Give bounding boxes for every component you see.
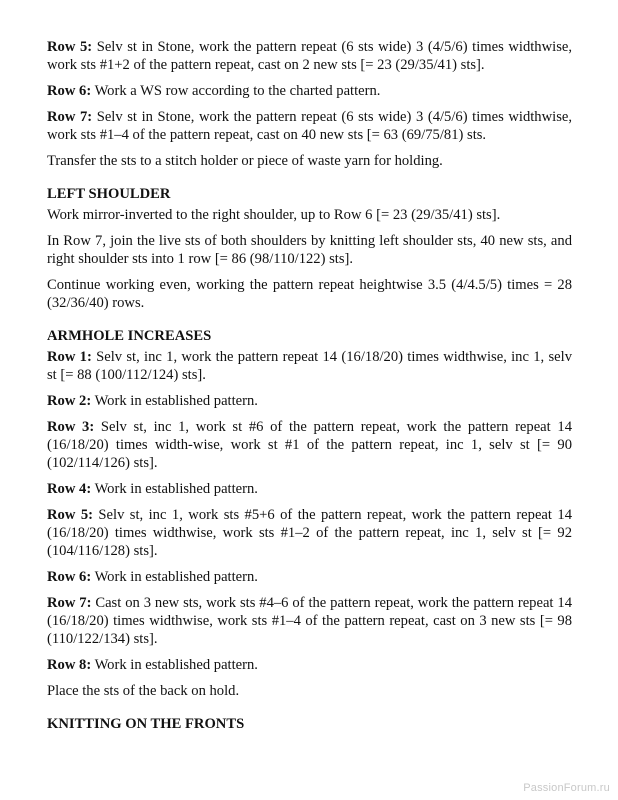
row-label: Row 6: [47, 83, 92, 99]
back-row-7 [47, 108, 572, 144]
row-text: Work in established pattern. [91, 393, 258, 409]
row-text: Selv st in Stone, work the pattern repeat (6 sts wide) 3 (4/5/6) times widthwise, work sts #1–4 of the pattern repeat, cast on 40 new sts [= 63 (69/75/81) sts. [47, 109, 572, 143]
row-label: Row 2: [47, 393, 92, 409]
row-text: Cast on 3 new sts, work sts #4–6 of the pattern repeat, work the pattern repeat 14 (16/18/20) times widthwise, work sts #1–4 of the pattern repeat, cast on 3 new sts [= 98 (110/122/134) sts]. [47, 595, 572, 647]
row-label: Row 5: [47, 507, 93, 523]
transfer-paragraph: Transfer the sts to a stitch holder or piece of waste yarn for holding. [47, 153, 443, 169]
left-shoulder-paragraph: Work mirror-inverted to the right shoulder, up to Row 6 [= 23 (29/35/41) sts]. [47, 207, 501, 223]
row-text: Work a WS row according to the charted pattern. [91, 83, 381, 99]
fronts-heading: KNITTING ON THE FRONTS [47, 716, 245, 732]
armhole-row-5 [47, 506, 572, 560]
row-label: Row 7: [47, 109, 93, 125]
armhole-closing: Place the sts of the back on hold. [47, 683, 240, 699]
row-label: Row 6: [47, 569, 92, 585]
row-label: Row 3: [47, 419, 95, 435]
row-label: Row 4: [47, 481, 92, 497]
watermark: PassionForum.ru [523, 782, 610, 794]
row-label: Row 8: [47, 657, 92, 673]
row-text: Work in established pattern. [91, 569, 258, 585]
armhole-row-2 [47, 392, 572, 410]
row-label: Row 5: [47, 39, 93, 55]
document-page [47, 38, 572, 736]
row-text: Work in established pattern. [91, 481, 258, 497]
back-row-6 [47, 82, 572, 100]
armhole-row-7 [47, 594, 572, 648]
armhole-row-6 [47, 568, 572, 586]
row-text: Selv st, inc 1, work the pattern repeat 14 (16/18/20) times widthwise, inc 1, selv st [= 88 (100/112/124) sts]. [47, 349, 572, 383]
row-label: Row 7: [47, 595, 92, 611]
row-label: Row 1: [47, 349, 92, 365]
armhole-row-3 [47, 418, 572, 472]
row-text: Selv st, inc 1, work sts #5+6 of the pattern repeat, work the pattern repeat 14 (16/18/20) times widthwise, work sts #1–2 of the pattern repeat, inc 1, selv st [= 92 (104/116/128) sts]. [47, 507, 572, 559]
armhole-row-4 [47, 480, 572, 498]
row-text: Work in established pattern. [91, 657, 258, 673]
armhole-heading: ARMHOLE INCREASES [47, 328, 212, 344]
left-shoulder-paragraph: In Row 7, join the live sts of both shoulders by knitting left shoulder sts, 40 new sts, and right shoulder sts into 1 row [= 86 (98/110/122) sts]. [47, 233, 572, 267]
armhole-row-8 [47, 656, 572, 674]
left-shoulder-paragraph: Continue working even, working the pattern repeat heightwise 3.5 (4/4.5/5) times = 28 (32/36/40) rows. [47, 277, 572, 311]
back-row-5 [47, 38, 572, 74]
left-shoulder-heading: LEFT SHOULDER [47, 186, 171, 202]
armhole-row-1 [47, 348, 572, 384]
row-text: Selv st, inc 1, work st #6 of the pattern repeat, work the pattern repeat 14 (16/18/20) times width-wise, work st #1 of the pattern repeat, inc 1, selv st [= 90 (102/114/126) sts]. [47, 419, 572, 471]
row-text: Selv st in Stone, work the pattern repeat (6 sts wide) 3 (4/5/6) times widthwise, work sts #1+2 of the pattern repeat, cast on 2 new sts [= 23 (29/35/41) sts]. [47, 39, 572, 73]
